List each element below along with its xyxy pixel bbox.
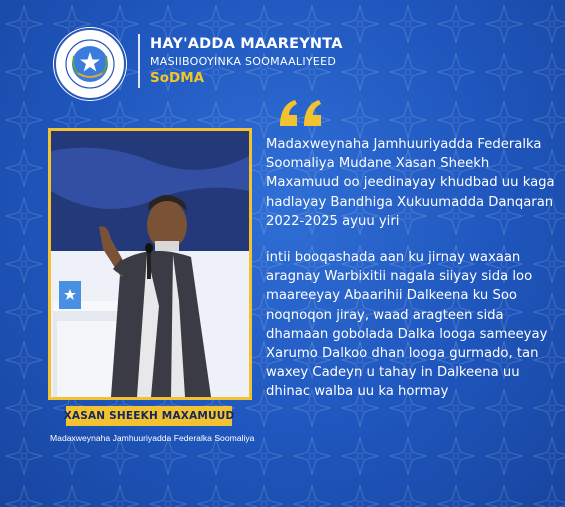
speaker-title: Madaxweynaha Jamhuuriyadda Federalka Soomaliya [50, 433, 255, 443]
sodma-emblem-logo [52, 26, 128, 102]
speaker-illustration [51, 131, 249, 397]
speaker-name-badge: XASAN SHEEKH MAXAMUUD [66, 406, 232, 426]
speaker-photo-frame [48, 128, 252, 400]
quote-text [266, 135, 561, 402]
org-name: HAY'ADDA MAAREYNTA [150, 36, 343, 52]
org-abbreviation: SoDMA [150, 70, 205, 86]
header-divider [138, 34, 140, 88]
quote-mark-icon [277, 98, 325, 128]
quote-paragraph-1: Madaxweynaha Jamhuuriyadda Federalka Soomaliya Mudane Xasan Sheekh Maxamuud oo jeedinayay khudbad uu kaga hadlayay Bandhiga Xukuumadda Danqaran 2022-2025 ayuu yiri [266, 137, 555, 229]
org-subtitle: MASIIBOOYINKA SOOMAALIYEED [150, 55, 337, 68]
speaker-photo [51, 131, 249, 397]
quote-paragraph-2: intii booqashada aan ku jirnay waxaan aragnay Warbixitii nagala siiyay sida loo maareeyay Abaarihii Dalkeena ku Soo noqnoqon jiray, waad aragteen sida dhamaan gobolada Dalka looga sameeyay Xarumo Dalkoo dhan looga gurmado, tan waxey Cadeyn u tahay in Dalkeena uu dhinac walba uu ka hormay [266, 250, 548, 400]
